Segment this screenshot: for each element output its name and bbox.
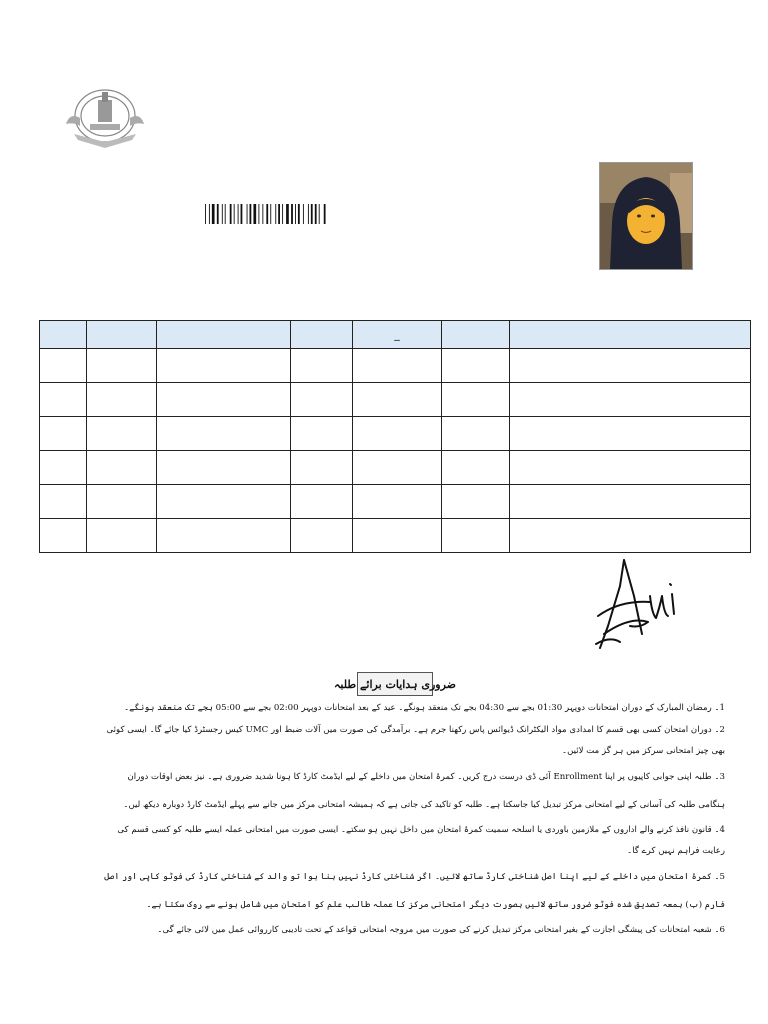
table-cell <box>442 417 510 451</box>
barcode-bar <box>225 204 226 224</box>
table-cell <box>353 451 442 485</box>
table-cell <box>87 519 157 553</box>
table-row <box>40 383 751 417</box>
barcode-bar <box>222 204 223 224</box>
table-cell <box>442 451 510 485</box>
instruction-item: 3۔ طلبہ اپنی جوابی کاپیوں پر اپنا Enrollment آئی ڈی درست درج کریں۔ کمرۂ امتحان میں داخلے کے لیے ایڈمٹ کارڈ کا ہونا شدید ضروری ہے۔ نیز بعض اوقات دوران ہنگامی طلبہ کی آسانی کے لیے امتحانی مرکز تبدیل کیا جاسکتا ہے۔ طلبہ کو تاکید کی جاتی ہے کہ ہمیشہ امتحانی مرکز میں جانے سے پہلے ایڈمٹ کارڈ دوبارہ دیکھ لیں۔ <box>123 772 725 810</box>
subjects-table <box>39 320 751 553</box>
table-cell <box>87 417 157 451</box>
table-cell <box>157 383 291 417</box>
table-cell <box>40 485 87 519</box>
table-cell <box>157 451 291 485</box>
barcode-bar <box>217 204 219 224</box>
student-photo <box>599 162 693 270</box>
instructions-heading: ضروری ہدایات برائے طلبہ <box>357 672 433 696</box>
table-cell <box>442 349 510 383</box>
table-cell <box>353 349 442 383</box>
instruction-item: 5۔ کمرۂ امتحان میں داخلے کے لیے اپنا اصل شناختی کارڈ ساتھ لائیں۔ اگر شناختی کارڈ نہیں بنا ہوا تو والد کے شناختی کارڈ کی فوٹو کاپی اور اصل فارم (ب) بمعہ تصدیق شدہ فوٹو ضرور ساتھ لائیں بصورت دیگر امتحانی مرکز کا عملہ طالب علم کو امتحان میں شامل ہونے سے روک سکتا ہے۔ <box>104 872 725 910</box>
table-cell <box>291 451 353 485</box>
table-cell <box>510 417 751 451</box>
table-cell <box>157 519 291 553</box>
table-cell <box>157 417 291 451</box>
table-cell <box>87 349 157 383</box>
barcode-bar <box>291 204 293 224</box>
table-cell <box>510 383 751 417</box>
table-cell <box>87 451 157 485</box>
barcode-bar <box>319 204 320 224</box>
table-cell <box>353 417 442 451</box>
header-cell <box>510 321 751 349</box>
barcode-bar <box>238 204 239 224</box>
barcode-bar <box>247 204 248 224</box>
barcode-bar <box>275 204 276 224</box>
table-cell <box>40 417 87 451</box>
barcode-bar <box>311 204 313 224</box>
table-cell <box>510 519 751 553</box>
table-cell <box>510 349 751 383</box>
table-cell <box>40 451 87 485</box>
university-crest-logo <box>60 84 150 154</box>
barcode-bar <box>324 204 326 224</box>
barcode-bar <box>209 204 210 224</box>
table-cell <box>87 383 157 417</box>
table-cell <box>353 383 442 417</box>
barcode <box>205 204 385 224</box>
table-cell <box>353 519 442 553</box>
instruction-item: 6۔ شعبہ امتحانات کی پیشگی اجازت کے بغیر امتحانی مرکز تبدیل کرنے کی صورت میں مروجہ امتحانی قواعد کے تحت تادیبی کارروائی عمل میں لائی جائے گی۔ <box>157 925 725 935</box>
barcode-bar <box>266 204 268 224</box>
table-row <box>40 519 751 553</box>
table-cell <box>510 485 751 519</box>
instruction-item: 1۔ رمضان المبارک کے دوران امتحانات دوپہر 01:30 بجے سے 04:30 بجے تک منعقد ہونگے۔ عید کے بعد امتحانات دوپہر 02:00 بجے سے 05:00 بجے تک منعقد ہونگے۔ <box>124 703 725 713</box>
table-cell <box>40 383 87 417</box>
barcode-bar <box>230 204 232 224</box>
table-cell <box>291 349 353 383</box>
table-row <box>40 485 751 519</box>
table-cell <box>291 485 353 519</box>
barcode-bar <box>212 204 215 224</box>
barcode-bar <box>205 204 206 224</box>
barcode-bar <box>278 204 280 224</box>
header-cell <box>157 321 291 349</box>
barcode-bar <box>303 204 304 224</box>
barcode-bar <box>250 204 252 224</box>
table-row <box>40 451 751 485</box>
header-cell <box>87 321 157 349</box>
instruction-item: 4۔ قانون نافذ کرنے والے اداروں کے ملازمین باوردی یا اسلحہ سمیت کمرۂ امتحان میں داخل نہیں ہو سکتے۔ ایسی صورت میں امتحانی عملہ ایسے طلبہ کو کسی قسم کی رعایت فراہم نہیں کرے گا۔ <box>117 825 725 856</box>
barcode-bar <box>282 204 283 224</box>
table-row <box>40 417 751 451</box>
table-cell <box>157 349 291 383</box>
instruction-item: 2۔ دوران امتحان کسی بھی قسم کا امدادی مواد الیکٹرانک ڈیوائس پاس رکھنا جرم ہے۔ برآمدگی کی صورت میں آلات ضبط اور UMC کیس رجسٹرڈ کیا جائے گا۔ ایسی کوئی بھی چیز امتحانی سرکز میں ہر گز مت لائیں۔ <box>106 725 725 756</box>
barcode-bar <box>253 204 256 224</box>
table-cell <box>353 485 442 519</box>
table-cell <box>87 485 157 519</box>
table-cell <box>40 519 87 553</box>
barcode-bar <box>270 204 271 224</box>
table-cell <box>442 383 510 417</box>
barcode-bar <box>262 204 263 224</box>
table-cell <box>40 349 87 383</box>
barcode-bar <box>258 204 259 224</box>
table-cell <box>291 519 353 553</box>
table-cell <box>157 485 291 519</box>
instructions-list <box>100 698 725 942</box>
table-cell <box>291 417 353 451</box>
header-cell <box>40 321 87 349</box>
table-cell <box>291 383 353 417</box>
barcode-bar <box>241 204 243 224</box>
table-header-row <box>40 321 751 349</box>
header-cell: _ <box>353 321 442 349</box>
barcode-bar <box>286 204 289 224</box>
barcode-bar <box>298 204 300 224</box>
barcode-bar <box>315 204 317 224</box>
table-cell <box>442 485 510 519</box>
barcode-bar <box>295 204 296 224</box>
barcode-bar <box>234 204 235 224</box>
table-cell <box>510 451 751 485</box>
header-cell <box>291 321 353 349</box>
header-cell <box>442 321 510 349</box>
barcode-bar <box>308 204 309 224</box>
table-row <box>40 349 751 383</box>
controller-signature <box>590 556 680 652</box>
table-cell <box>442 519 510 553</box>
